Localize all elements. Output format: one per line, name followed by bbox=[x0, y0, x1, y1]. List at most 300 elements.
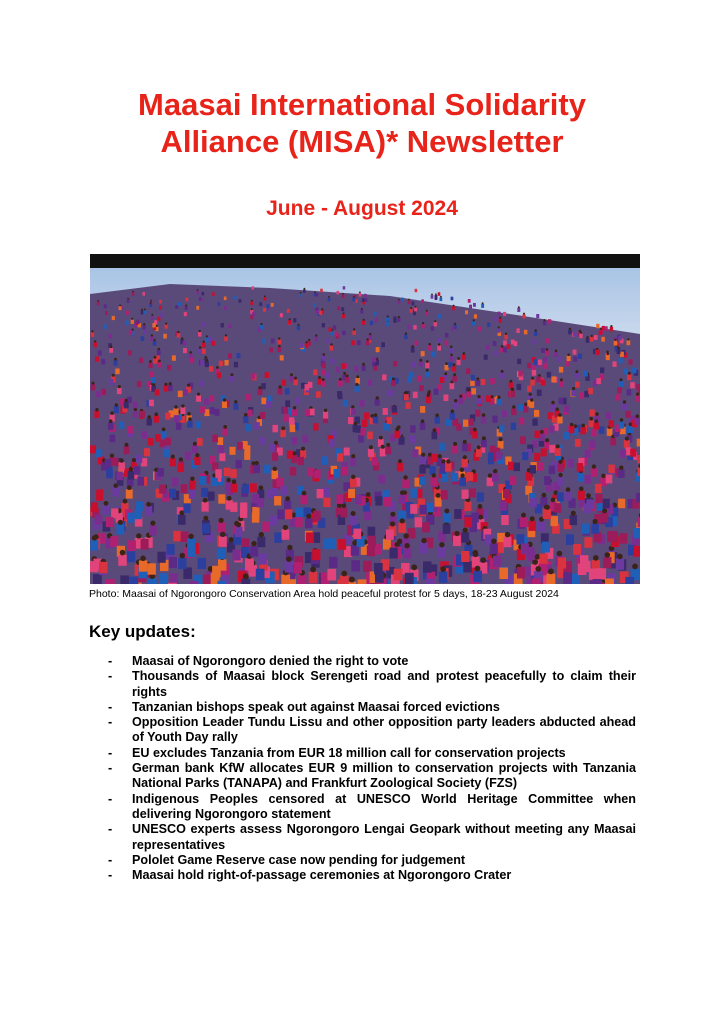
crowd-figure bbox=[569, 426, 575, 433]
crowd-figure bbox=[136, 455, 142, 463]
crowd-head bbox=[206, 335, 208, 337]
crowd-figure bbox=[225, 360, 229, 366]
crowd-head bbox=[203, 516, 208, 521]
crowd-head bbox=[258, 386, 261, 389]
crowd-figure bbox=[370, 321, 373, 325]
crowd-figure bbox=[629, 359, 633, 365]
key-update-text: Maasai of Ngorongoro denied the right to vote bbox=[132, 654, 409, 668]
crowd-head bbox=[110, 454, 114, 458]
crowd-figure bbox=[544, 476, 551, 485]
crowd-figure bbox=[458, 397, 463, 404]
crowd-head bbox=[216, 366, 219, 369]
crowd-figure bbox=[431, 454, 437, 462]
crowd-figure bbox=[280, 355, 284, 360]
crowd-figure bbox=[393, 361, 397, 367]
crowd-figure bbox=[124, 402, 129, 409]
crowd-figure bbox=[630, 449, 636, 457]
crowd-figure bbox=[439, 443, 445, 451]
crowd-figure bbox=[364, 510, 371, 520]
crowd-figure bbox=[627, 389, 632, 395]
crowd-figure bbox=[591, 429, 597, 437]
crowd-head bbox=[197, 393, 200, 396]
crowd-figure bbox=[150, 371, 154, 377]
crowd-figure bbox=[108, 423, 114, 430]
crowd-figure bbox=[361, 428, 367, 436]
crowd-figure bbox=[497, 398, 502, 405]
crowd-figure bbox=[532, 578, 541, 584]
crowd-figure bbox=[420, 406, 425, 413]
crowd-figure bbox=[96, 449, 102, 457]
crowd-head bbox=[521, 513, 526, 518]
crowd-head bbox=[405, 391, 408, 394]
crowd-figure bbox=[596, 350, 600, 355]
key-update-text: UNESCO experts assess Ngorongoro Lengai Geopark without meeting any Maasai representatives bbox=[132, 822, 636, 852]
crowd-figure bbox=[398, 300, 401, 304]
protest-crowd-image bbox=[90, 254, 640, 584]
crowd-head bbox=[410, 307, 412, 309]
crowd-figure bbox=[608, 465, 614, 474]
crowd-head bbox=[558, 473, 562, 477]
crowd-figure bbox=[149, 303, 152, 307]
crowd-head bbox=[482, 436, 486, 440]
crowd-head bbox=[150, 300, 152, 302]
key-update-text: EU excludes Tanzania from EUR 18 million call for conservation projects bbox=[132, 745, 566, 760]
crowd-figure bbox=[240, 503, 247, 513]
bullet-dash: - bbox=[108, 822, 113, 837]
crowd-figure bbox=[588, 388, 593, 394]
crowd-figure bbox=[183, 567, 192, 579]
crowd-figure bbox=[422, 522, 430, 532]
crowd-figure bbox=[115, 369, 119, 375]
crowd-figure bbox=[109, 379, 114, 385]
crowd-figure bbox=[392, 406, 397, 413]
crowd-head bbox=[158, 348, 161, 351]
crowd-figure bbox=[95, 515, 103, 525]
crowd-figure bbox=[378, 475, 385, 484]
crowd-figure bbox=[102, 389, 107, 395]
bullet-dash: - bbox=[108, 699, 113, 714]
crowd-figure bbox=[376, 347, 380, 352]
crowd-head bbox=[535, 566, 541, 572]
crowd-figure bbox=[150, 336, 154, 341]
crowd-figure bbox=[228, 324, 231, 328]
crowd-figure bbox=[230, 502, 237, 512]
crowd-figure bbox=[202, 292, 205, 296]
crowd-figure bbox=[337, 291, 340, 295]
crowd-head bbox=[381, 445, 385, 449]
crowd-figure bbox=[362, 420, 367, 427]
crowd-figure bbox=[610, 531, 618, 542]
crowd-figure bbox=[362, 321, 365, 325]
crowd-figure bbox=[141, 311, 144, 315]
crowd-figure bbox=[476, 380, 481, 386]
crowd-figure bbox=[293, 562, 302, 573]
crowd-figure bbox=[635, 418, 640, 425]
crowd-figure bbox=[532, 419, 537, 426]
crowd-figure bbox=[607, 428, 613, 436]
crowd-figure bbox=[267, 304, 270, 308]
crowd-figure bbox=[341, 307, 344, 311]
crowd-head bbox=[551, 401, 554, 404]
crowd-figure bbox=[362, 365, 366, 371]
crowd-figure bbox=[375, 571, 384, 583]
key-updates-heading: Key updates: bbox=[89, 622, 196, 641]
crowd-head bbox=[259, 485, 264, 490]
crowd-figure bbox=[604, 326, 607, 331]
crowd-figure bbox=[581, 427, 587, 434]
newsletter-title bbox=[0, 86, 724, 160]
crowd-figure bbox=[149, 525, 157, 535]
crowd-head bbox=[531, 377, 534, 380]
crowd-figure bbox=[584, 537, 592, 548]
crowd-figure bbox=[624, 369, 628, 375]
crowd-figure bbox=[363, 561, 372, 572]
crowd-figure bbox=[450, 413, 455, 420]
crowd-figure bbox=[529, 401, 534, 408]
crowd-figure bbox=[148, 438, 154, 446]
crowd-figure bbox=[233, 550, 241, 561]
crowd-figure bbox=[601, 513, 608, 523]
crowd-figure bbox=[326, 373, 330, 379]
crowd-figure bbox=[338, 539, 346, 550]
crowd-figure bbox=[637, 455, 640, 463]
crowd-figure bbox=[410, 309, 413, 313]
crowd-figure bbox=[417, 376, 422, 382]
crowd-head bbox=[421, 419, 425, 423]
bullet-dash: - bbox=[108, 791, 113, 806]
crowd-figure bbox=[471, 513, 478, 523]
crowd-head bbox=[460, 473, 464, 477]
crowd-figure bbox=[218, 445, 224, 453]
crowd-head bbox=[419, 359, 422, 362]
crowd-figure bbox=[619, 358, 623, 363]
crowd-figure bbox=[313, 511, 320, 521]
crowd-head bbox=[542, 493, 547, 498]
crowd-head bbox=[110, 346, 113, 349]
crowd-figure bbox=[176, 423, 182, 430]
crowd-figure bbox=[322, 323, 325, 327]
crowd-figure bbox=[603, 499, 610, 509]
crowd-head bbox=[123, 499, 128, 504]
crowd-head bbox=[264, 295, 266, 297]
crowd-figure bbox=[183, 341, 187, 346]
crowd-figure bbox=[503, 312, 506, 316]
crowd-figure bbox=[606, 355, 610, 360]
crowd-figure bbox=[313, 303, 316, 307]
crowd-figure bbox=[404, 394, 409, 401]
crowd-figure bbox=[538, 360, 542, 366]
crowd-figure bbox=[536, 314, 539, 318]
crowd-figure bbox=[119, 422, 125, 429]
crowd-head bbox=[457, 357, 460, 360]
crowd-figure bbox=[386, 322, 389, 326]
crowd-figure bbox=[109, 348, 113, 353]
crowd-head bbox=[165, 323, 167, 325]
crowd-figure bbox=[224, 468, 231, 477]
crowd-figure bbox=[154, 416, 159, 423]
bullet-dash: - bbox=[108, 868, 113, 883]
crowd-figure bbox=[337, 391, 342, 397]
crowd-figure bbox=[395, 431, 401, 439]
crowd-figure bbox=[317, 489, 324, 498]
crowd-figure bbox=[215, 469, 222, 478]
crowd-figure bbox=[589, 568, 598, 580]
crowd-head bbox=[446, 459, 450, 463]
crowd-figure bbox=[212, 435, 218, 443]
crowd-figure bbox=[420, 423, 426, 430]
crowd-figure bbox=[329, 327, 332, 332]
crowd-figure bbox=[274, 532, 282, 543]
crowd-figure bbox=[118, 555, 126, 566]
crowd-figure bbox=[557, 416, 562, 423]
crowd-head bbox=[509, 380, 512, 383]
crowd-head bbox=[143, 323, 145, 325]
crowd-figure bbox=[434, 389, 439, 395]
crowd-figure bbox=[199, 381, 204, 387]
crowd-figure bbox=[522, 452, 528, 460]
crowd-head bbox=[570, 423, 574, 427]
crowd-figure bbox=[202, 502, 209, 512]
crowd-head bbox=[535, 329, 537, 331]
crowd-figure bbox=[609, 420, 614, 427]
crowd-head bbox=[617, 347, 620, 350]
crowd-figure bbox=[282, 529, 290, 539]
crowd-head bbox=[223, 425, 227, 429]
crowd-figure bbox=[250, 315, 253, 319]
crowd-figure bbox=[126, 489, 133, 498]
crowd-head bbox=[605, 552, 611, 558]
crowd-figure bbox=[258, 389, 263, 395]
crowd-figure bbox=[503, 340, 507, 345]
crowd-head bbox=[95, 408, 98, 411]
crowd-figure bbox=[316, 293, 319, 297]
crowd-figure bbox=[160, 313, 163, 317]
crowd-head bbox=[505, 532, 510, 537]
key-update-text: Maasai hold right-of-passage ceremonies at Ngorongoro Crater bbox=[132, 868, 512, 883]
crowd-head bbox=[369, 445, 373, 449]
crowd-figure bbox=[517, 384, 522, 390]
crowd-figure bbox=[591, 468, 598, 477]
crowd-head bbox=[223, 398, 226, 401]
crowd-head bbox=[395, 427, 399, 431]
crowd-figure bbox=[343, 286, 346, 289]
crowd-head bbox=[115, 403, 118, 406]
crowd-figure bbox=[473, 571, 482, 583]
bullet-dash: - bbox=[108, 745, 113, 760]
crowd-figure bbox=[543, 357, 547, 362]
crowd-figure bbox=[494, 351, 498, 356]
crowd-figure bbox=[239, 299, 242, 303]
crowd-head bbox=[155, 412, 159, 416]
crowd-head bbox=[427, 394, 430, 397]
crowd-figure bbox=[262, 522, 270, 532]
crowd-figure bbox=[544, 509, 551, 519]
crowd-figure bbox=[425, 371, 429, 377]
crowd-figure bbox=[532, 370, 536, 376]
crowd-figure bbox=[128, 540, 136, 551]
crowd-figure bbox=[358, 435, 364, 443]
crowd-figure bbox=[401, 298, 404, 302]
crowd-figure bbox=[202, 322, 205, 326]
crowd-figure bbox=[209, 366, 213, 372]
key-update-text: Pololet Game Reserve case now pending for judgement bbox=[132, 852, 466, 867]
crowd-figure bbox=[285, 509, 292, 519]
crowd-head bbox=[623, 400, 626, 403]
crowd-figure bbox=[94, 411, 99, 418]
key-update-item bbox=[104, 822, 636, 853]
crowd-head bbox=[404, 543, 409, 548]
crowd-head bbox=[440, 296, 442, 298]
crowd-figure bbox=[245, 424, 251, 431]
crowd-figure bbox=[411, 348, 415, 353]
crowd-figure bbox=[147, 418, 152, 425]
crowd-figure bbox=[260, 325, 263, 330]
crowd-figure bbox=[599, 331, 603, 336]
crowd-figure bbox=[481, 440, 487, 448]
crowd-head bbox=[501, 370, 504, 373]
crowd-figure bbox=[167, 544, 175, 555]
crowd-figure bbox=[327, 569, 336, 581]
crowd-figure bbox=[198, 332, 202, 337]
crowd-head bbox=[129, 467, 133, 471]
crowd-head bbox=[411, 345, 414, 348]
crowd-figure bbox=[575, 373, 579, 379]
crowd-figure bbox=[352, 298, 355, 302]
crowd-figure bbox=[500, 373, 504, 379]
crowd-figure bbox=[269, 444, 275, 452]
crowd-figure bbox=[126, 311, 129, 315]
crowd-figure bbox=[589, 420, 594, 427]
crowd-figure bbox=[242, 484, 249, 493]
crowd-figure bbox=[575, 382, 580, 388]
crowd-figure bbox=[90, 445, 96, 453]
crowd-figure bbox=[170, 458, 176, 466]
crowd-head bbox=[454, 323, 456, 325]
crowd-figure bbox=[375, 496, 382, 505]
crowd-figure bbox=[368, 527, 376, 537]
crowd-head bbox=[440, 566, 446, 572]
crowd-figure bbox=[173, 531, 181, 542]
crowd-figure bbox=[196, 291, 199, 295]
crowd-figure bbox=[254, 465, 260, 474]
crowd-figure bbox=[478, 327, 481, 332]
crowd-figure bbox=[203, 575, 212, 584]
crowd-figure bbox=[390, 548, 398, 559]
crowd-head bbox=[120, 459, 124, 463]
crowd-head bbox=[444, 509, 449, 514]
crowd-head bbox=[374, 413, 378, 417]
crowd-figure bbox=[173, 408, 178, 415]
crowd-figure bbox=[517, 359, 521, 364]
crowd-figure bbox=[415, 341, 419, 346]
crowd-figure bbox=[112, 487, 119, 496]
crowd-figure bbox=[201, 298, 204, 302]
crowd-figure bbox=[619, 421, 625, 428]
crowd-figure bbox=[337, 306, 340, 310]
crowd-head bbox=[230, 373, 233, 376]
crowd-figure bbox=[164, 449, 170, 457]
crowd-figure bbox=[284, 415, 289, 422]
crowd-head bbox=[556, 444, 560, 448]
crowd-figure bbox=[465, 517, 473, 527]
crowd-figure bbox=[337, 579, 346, 584]
crowd-figure bbox=[441, 490, 448, 499]
crowd-figure bbox=[198, 558, 206, 569]
crowd-figure bbox=[523, 406, 528, 413]
crowd-figure bbox=[178, 302, 181, 306]
crowd-figure bbox=[183, 503, 190, 513]
crowd-figure bbox=[217, 437, 223, 445]
crowd-figure bbox=[353, 529, 361, 539]
crowd-figure bbox=[127, 551, 135, 562]
crowd-figure bbox=[187, 421, 192, 428]
crowd-figure bbox=[230, 469, 237, 478]
crowd-head bbox=[294, 377, 297, 380]
crowd-figure bbox=[558, 357, 562, 362]
crowd-head bbox=[543, 319, 545, 321]
crowd-head bbox=[480, 557, 486, 563]
crowd-figure bbox=[403, 548, 411, 559]
crowd-figure bbox=[367, 432, 373, 440]
crowd-figure bbox=[565, 491, 572, 500]
crowd-figure bbox=[486, 395, 491, 402]
crowd-figure bbox=[471, 388, 476, 394]
crowd-figure bbox=[306, 532, 314, 543]
crowd-head bbox=[343, 372, 346, 375]
crowd-head bbox=[579, 487, 584, 492]
crowd-head bbox=[188, 417, 192, 421]
crowd-figure bbox=[217, 581, 226, 584]
crowd-figure bbox=[114, 406, 119, 413]
crowd-head bbox=[595, 412, 599, 416]
crowd-figure bbox=[534, 359, 538, 365]
bullet-dash: - bbox=[108, 715, 113, 730]
crowd-head bbox=[511, 388, 514, 391]
crowd-head bbox=[601, 474, 605, 478]
crowd-figure bbox=[312, 549, 320, 560]
crowd-figure bbox=[461, 551, 469, 562]
crowd-figure bbox=[342, 295, 345, 299]
crowd-figure bbox=[594, 335, 598, 340]
crowd-head bbox=[305, 341, 307, 343]
crowd-figure bbox=[299, 293, 302, 297]
crowd-figure bbox=[594, 423, 600, 430]
crowd-figure bbox=[425, 312, 428, 316]
crowd-head bbox=[321, 308, 323, 310]
crowd-figure bbox=[406, 402, 411, 409]
crowd-figure bbox=[163, 334, 167, 339]
crowd-figure bbox=[200, 360, 204, 366]
crowd-figure bbox=[172, 478, 179, 487]
crowd-figure bbox=[566, 534, 574, 545]
crowd-figure bbox=[350, 479, 357, 488]
crowd-head bbox=[460, 468, 464, 472]
crowd-head bbox=[119, 304, 121, 306]
crowd-figure bbox=[476, 449, 482, 457]
crowd-figure bbox=[250, 546, 258, 557]
crowd-figure bbox=[190, 358, 194, 363]
crowd-figure bbox=[539, 554, 547, 565]
crowd-head bbox=[610, 325, 612, 327]
crowd-figure bbox=[554, 503, 561, 513]
crowd-figure bbox=[97, 302, 100, 306]
crowd-figure bbox=[467, 472, 474, 481]
crowd-figure bbox=[259, 437, 265, 445]
crowd-head bbox=[617, 554, 623, 560]
crowd-figure bbox=[124, 446, 130, 454]
crowd-head bbox=[349, 577, 355, 583]
crowd-figure bbox=[464, 502, 471, 512]
